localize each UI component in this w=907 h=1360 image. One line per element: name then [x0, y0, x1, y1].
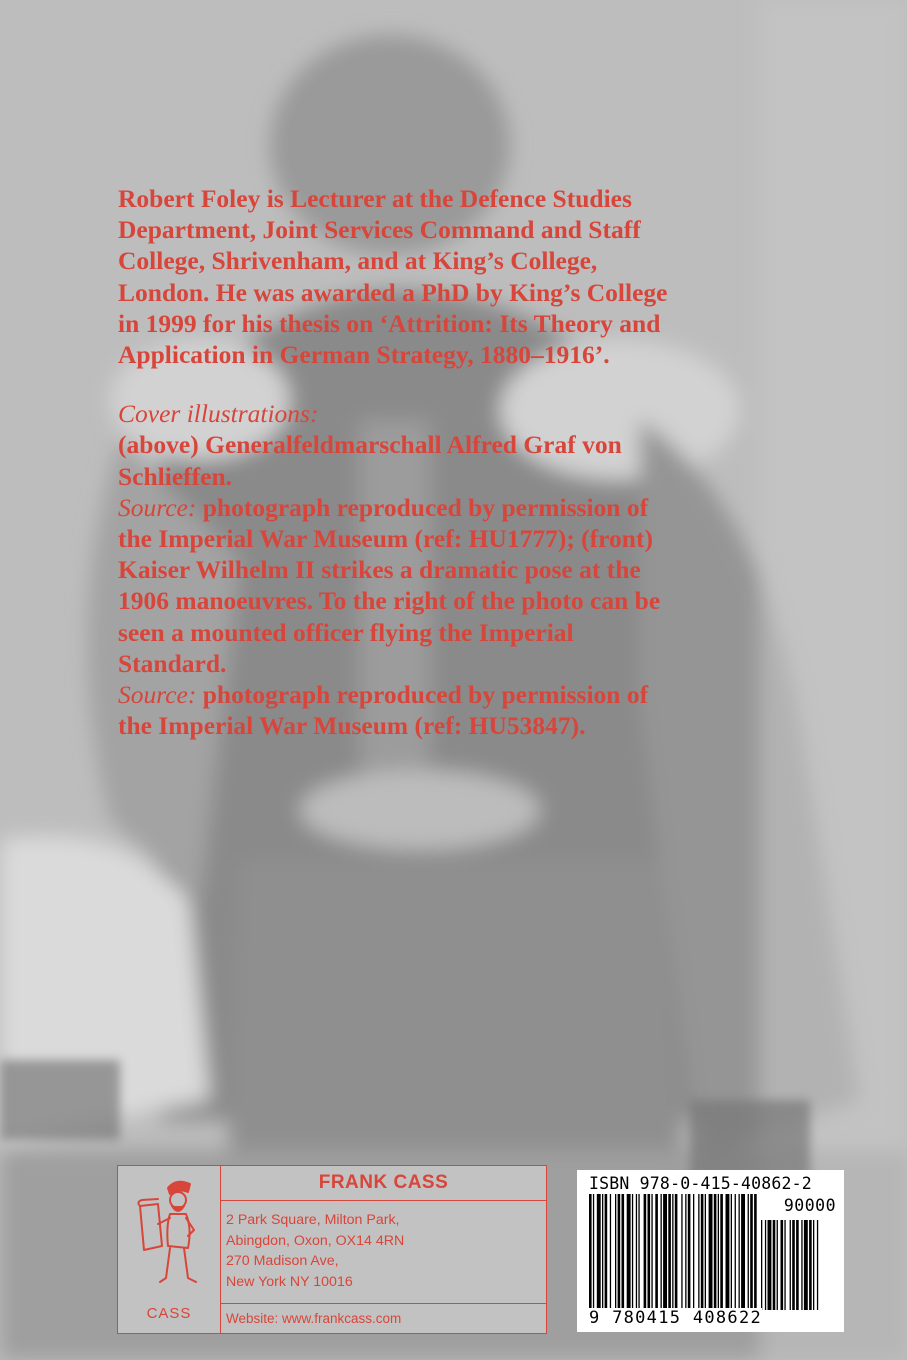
credit-source-1	[118, 492, 818, 679]
address-line: New York NY 10016	[226, 1273, 353, 1290]
barcode-digits: 9 780415 408622	[589, 1308, 763, 1328]
source-label: Source:	[118, 492, 197, 522]
publisher-name: FRANK CASS	[221, 1166, 546, 1201]
source-label: Source:	[118, 680, 197, 710]
price-code: 90000	[783, 1196, 836, 1215]
logo-name: CASS	[146, 1305, 192, 1322]
cover-illustration-credits	[118, 398, 818, 741]
author-bio: Robert Foley is Lecturer at the Defence Studies Department, Joint Services Command and Staff College, Shrivenham, and at King’s College, London. He was awarded a PhD by King’s College in 1999 for his thesis on ‘Attrition: Its Theory and Application in German Strategy, 1880–1916’.	[118, 184, 668, 370]
back-cover-text	[118, 183, 818, 741]
cass-figure-logo-icon	[118, 1166, 220, 1306]
address-line: 270 Madison Ave,	[226, 1253, 339, 1269]
address-line: Abingdon, Oxon, OX14 4RN	[226, 1232, 405, 1249]
credit-source-2	[118, 679, 818, 741]
source-text: photograph reproduced by permission of the Imperial War Museum (ref: HU1777); (front) Kaiser Wilhelm II strikes a dramatic pose at the 1906 manoeuvres. To the right of the photo can be seen a mounted officer flying the Imperial Standard.	[118, 492, 661, 678]
publisher-website: Website: www.frankcass.com	[221, 1303, 546, 1333]
isbn-number: ISBN 978-0-415-40862-2	[589, 1174, 812, 1193]
publisher-logo	[118, 1166, 221, 1333]
credit-above: (above) Generalfeldmarschall Alfred Graf von Schlieffen.	[118, 430, 622, 491]
publisher-box	[117, 1165, 547, 1334]
credits-heading: Cover illustrations:	[118, 399, 319, 429]
isbn-barcode	[577, 1170, 844, 1332]
source-text: photograph reproduced by permission of the Imperial War Museum (ref: HU53847).	[118, 680, 649, 741]
publisher-address	[226, 1210, 536, 1292]
address-line: 2 Park Square, Milton Park,	[226, 1212, 400, 1228]
